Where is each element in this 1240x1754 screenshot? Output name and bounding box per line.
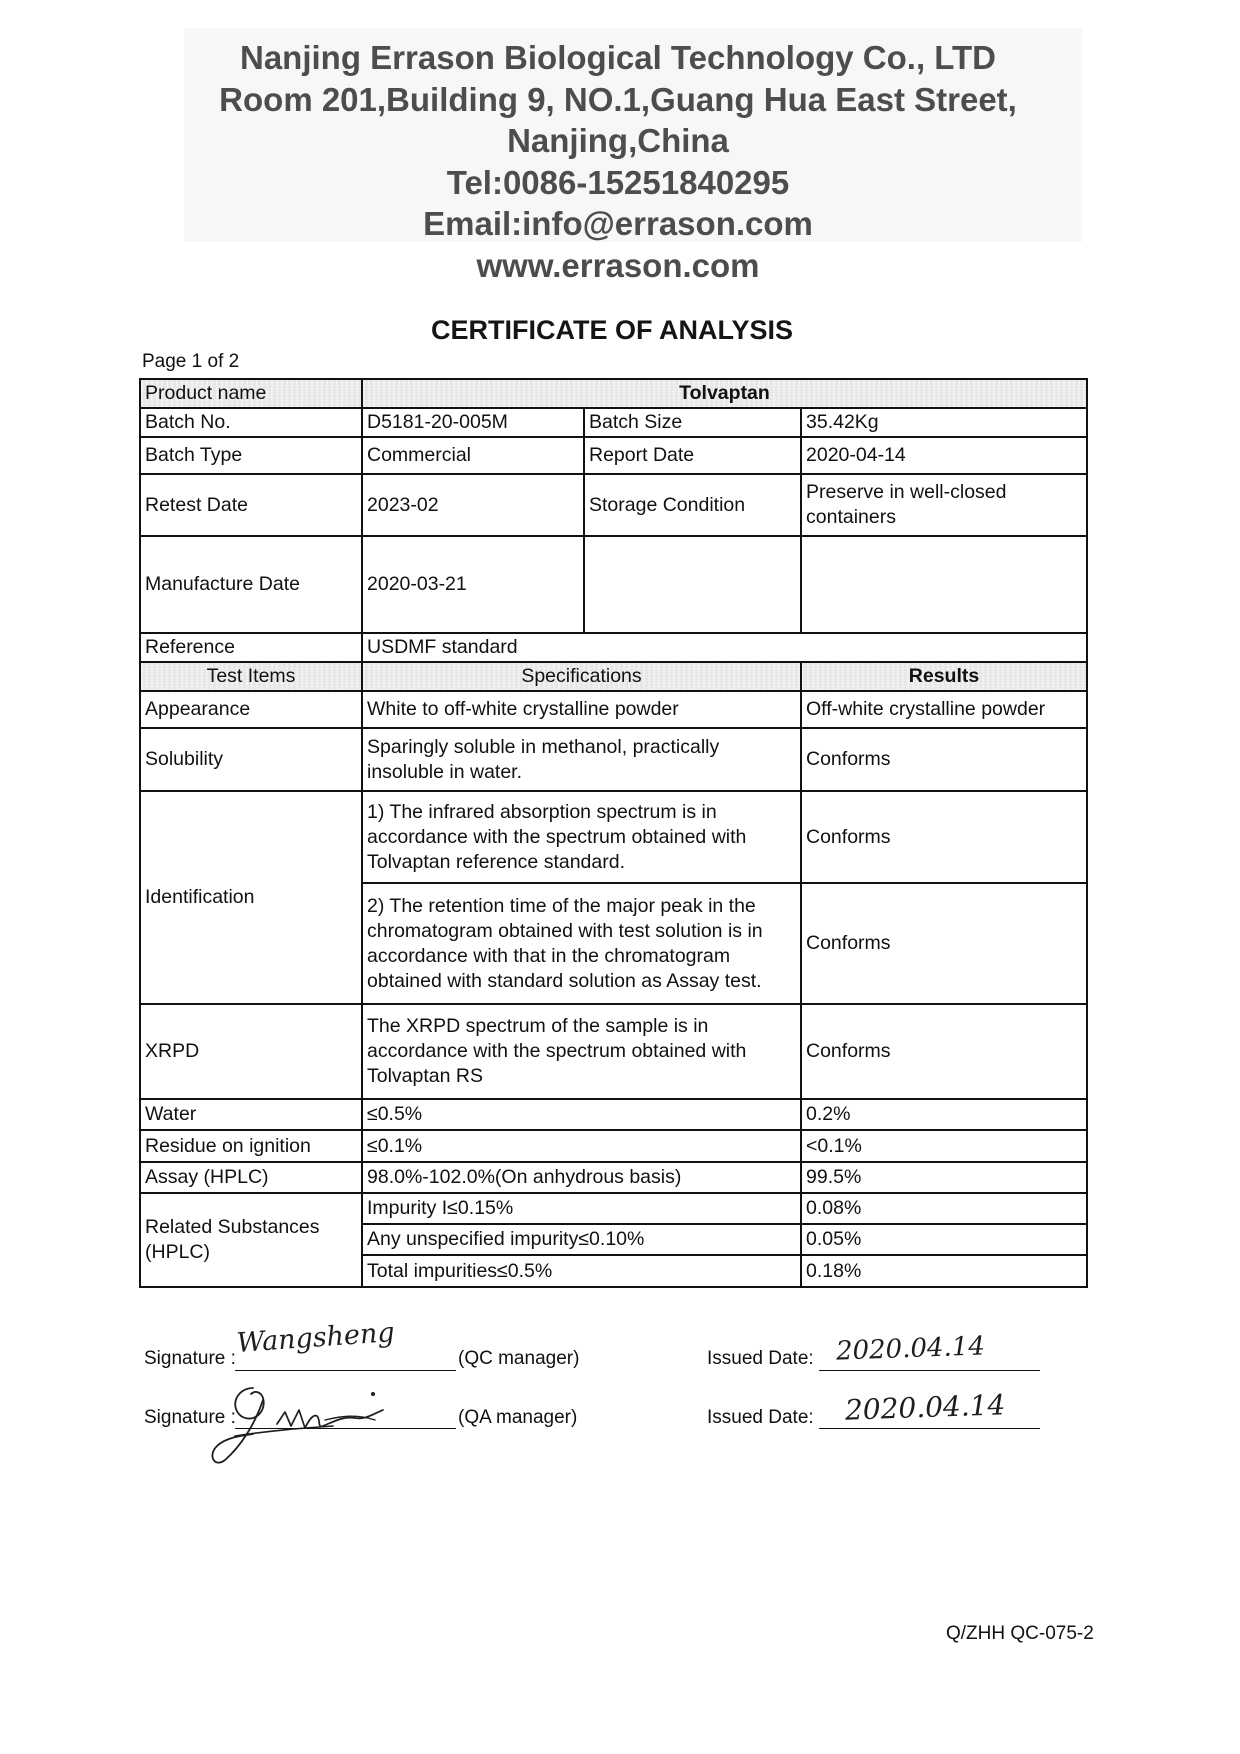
signature-underline: [235, 1428, 456, 1429]
qc-manager-role: (QC manager): [458, 1348, 580, 1369]
test-item: Appearance: [140, 691, 362, 728]
test-row-xrpd: [140, 1004, 1087, 1099]
empty-cell: [584, 536, 801, 633]
storage-condition-line: containers: [806, 506, 896, 528]
batch-type-row: [140, 437, 1087, 474]
qa-handwritten-date: 2020.04.14: [844, 1388, 1006, 1427]
spec-line: Tolvaptan RS: [367, 1065, 483, 1087]
spec-line: White to off-white crystalline powder: [367, 698, 679, 720]
page-indicator: Page 1 of 2: [142, 351, 240, 372]
issued-date-underline: [819, 1428, 1040, 1429]
test-item-line: Related Substances: [145, 1216, 320, 1238]
test-specification: [362, 1162, 801, 1193]
signature-label: Signature :: [144, 1407, 236, 1428]
signature-underline: [235, 1370, 456, 1371]
spec-line: Tolvaptan reference standard.: [367, 850, 625, 873]
batch-no-label: Batch No.: [140, 408, 362, 437]
test-result: Conforms: [801, 883, 1087, 1004]
test-specification: [362, 791, 801, 883]
test-result: 0.05%: [801, 1224, 1087, 1255]
test-specification: [362, 1193, 801, 1224]
spec-line: 98.0%-102.0%(On anhydrous basis): [367, 1166, 682, 1188]
issued-date-label: Issued Date:: [707, 1348, 814, 1369]
test-item: Identification: [140, 791, 362, 1004]
retest-date-label: Retest Date: [140, 474, 362, 536]
spec-line: 1) The infrared absorption spectrum is in: [367, 800, 717, 823]
test-result: Off-white crystalline powder: [801, 691, 1087, 728]
batch-no-value: D5181-20-005M: [362, 408, 584, 437]
test-specification: [362, 1224, 801, 1255]
test-row-related-substances-1: [140, 1193, 1087, 1224]
signature-label: Signature :: [144, 1348, 236, 1369]
reference-row: [140, 633, 1087, 662]
reference-label: Reference: [140, 633, 362, 662]
spec-line: accordance with the spectrum obtained with: [367, 825, 747, 848]
test-item-line: (HPLC): [145, 1241, 211, 1263]
test-row-appearance: [140, 691, 1087, 728]
letterhead: [0, 37, 1236, 287]
test-item: Residue on ignition: [140, 1130, 362, 1162]
test-specification: [362, 1004, 801, 1099]
test-result: 0.2%: [801, 1099, 1087, 1130]
spec-line: chromatogram obtained with test solution is in: [367, 919, 763, 942]
spec-line: ≤0.5%: [367, 1103, 423, 1125]
company-tel: Tel:0086-15251840295: [446, 163, 790, 201]
issued-date-underline: [819, 1370, 1040, 1371]
test-result: 0.18%: [801, 1255, 1087, 1287]
manufacture-row: [140, 536, 1087, 633]
batch-row: [140, 408, 1087, 437]
issued-date-label: Issued Date:: [707, 1407, 814, 1428]
report-date-value: 2020-04-14: [801, 437, 1087, 474]
retest-date-value: 2023-02: [362, 474, 584, 536]
test-row-identification-1: [140, 791, 1087, 883]
company-address-line1: Room 201,Building 9, NO.1,Guang Hua East Street,: [219, 80, 1017, 118]
product-name-value: Tolvaptan: [362, 379, 1087, 408]
results-header: Results: [801, 662, 1087, 691]
qa-handwritten-signature: [205, 1380, 400, 1472]
test-result: <0.1%: [801, 1130, 1087, 1162]
manufacture-date-value: 2020-03-21: [362, 536, 584, 633]
retest-row: [140, 474, 1087, 536]
test-row-residue-on-ignition: [140, 1130, 1087, 1162]
spec-line: Any unspecified impurity≤0.10%: [367, 1228, 645, 1250]
manufacture-date-label: Manufacture Date: [140, 536, 362, 633]
company-name: Nanjing Errason Biological Technology Co., LTD: [240, 39, 996, 76]
test-specification: [362, 883, 801, 1004]
test-result: 99.5%: [801, 1162, 1087, 1193]
spec-line: insoluble in water.: [367, 760, 523, 783]
company-address-line2: Nanjing,China: [507, 122, 729, 160]
test-result: Conforms: [801, 1004, 1087, 1099]
test-specification: [362, 1130, 801, 1162]
company-website: www.errason.com: [476, 246, 760, 284]
reference-value: USDMF standard: [362, 633, 1087, 662]
test-row-assay: [140, 1162, 1087, 1193]
test-row-water: [140, 1099, 1087, 1130]
storage-condition-label: Storage Condition: [584, 474, 801, 536]
spec-line: Total impurities≤0.5%: [367, 1259, 553, 1282]
spec-line: obtained with standard solution as Assay test.: [367, 969, 762, 992]
spec-line: 2) The retention time of the major peak in the: [367, 894, 756, 917]
report-date-label: Report Date: [584, 437, 801, 474]
spec-line: Impurity I≤0.15%: [367, 1197, 514, 1219]
test-item: Assay (HPLC): [140, 1162, 362, 1193]
qa-manager-role: (QA manager): [458, 1407, 578, 1428]
spec-line: The XRPD spectrum of the sample is in: [367, 1015, 709, 1037]
spec-line: Sparingly soluble in methanol, practically: [367, 735, 720, 758]
form-code: Q/ZHH QC-075-2: [946, 1623, 1094, 1644]
product-name-label: Product name: [140, 379, 362, 408]
storage-condition-line: Preserve in well-closed: [806, 481, 1007, 503]
batch-type-label: Batch Type: [140, 437, 362, 474]
test-row-solubility: [140, 728, 1087, 791]
test-result: Conforms: [801, 791, 1087, 883]
test-items-header: Test Items: [140, 662, 362, 691]
test-specification: [362, 1099, 801, 1130]
test-item: Solubility: [140, 728, 362, 791]
product-name-row: [140, 379, 1087, 408]
test-item: Water: [140, 1099, 362, 1130]
test-specification: [362, 728, 801, 791]
coa-table: [139, 378, 1088, 1288]
test-result: 0.08%: [801, 1193, 1087, 1224]
qc-handwritten-date: 2020.04.14: [835, 1331, 986, 1367]
qc-handwritten-signature: Wangsheng: [235, 1317, 396, 1360]
tests-header-row: [140, 662, 1087, 691]
test-specification: [362, 691, 801, 728]
test-result: Conforms: [801, 728, 1087, 791]
spec-line: accordance with that in the chromatogram: [367, 944, 731, 967]
test-item: [140, 1193, 362, 1287]
batch-size-label: Batch Size: [584, 408, 801, 437]
test-specification: [362, 1255, 801, 1287]
company-email: Email:info@errason.com: [423, 205, 813, 243]
spec-line: accordance with the spectrum obtained with: [367, 1040, 747, 1062]
batch-type-value: Commercial: [362, 437, 584, 474]
batch-size-value: 35.42Kg: [801, 408, 1087, 437]
spec-line: ≤0.1%: [367, 1134, 423, 1157]
specifications-header: Specifications: [362, 662, 801, 691]
storage-condition-value: [801, 474, 1087, 536]
empty-cell: [801, 536, 1087, 633]
test-item: XRPD: [140, 1004, 362, 1099]
document-title: CERTIFICATE OF ANALYSIS: [430, 315, 794, 345]
